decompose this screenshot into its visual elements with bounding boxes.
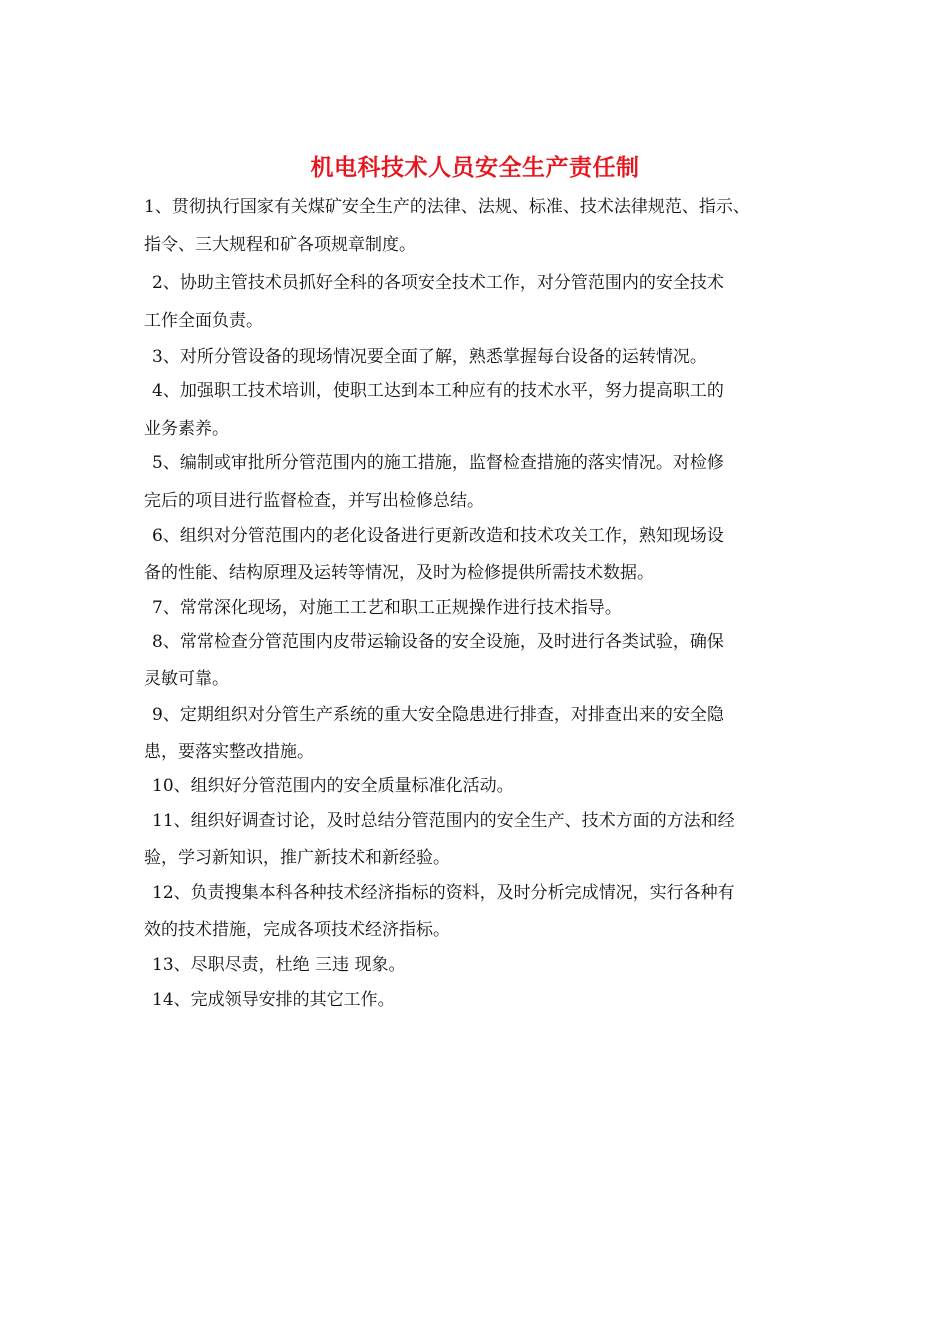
item-11-line-1: 11、组织好调查讨论，及时总结分管范围内的安全生产、技术方面的方法和经 [152,811,735,831]
document-title: 机电科技术人员安全生产责任制 [310,154,640,181]
item-6-line-2: 备的性能、结构原理及运转等情况，及时为检修提供所需技术数据。 [144,563,654,583]
item-5-line-2: 完后的项目进行监督检查，并写出检修总结。 [144,491,484,511]
item-13-line-1: 13、尽职尽责，杜绝 三违 现象。 [152,955,406,975]
item-8-line-1: 8、常常检查分管范围内皮带运输设备的安全设施，及时进行各类试验，确保 [152,632,724,652]
item-6-line-1: 6、组织对分管范围内的老化设备进行更新改造和技术攻关工作，熟知现场设 [152,526,724,546]
item-12-line-1: 12、负责搜集本科各种技术经济指标的资料，及时分析完成情况，实行各种有 [152,883,735,903]
item-7-line-1: 7、常常深化现场，对施工工艺和职工正规操作进行技术指导。 [152,598,622,618]
item-3-line-1: 3、对所分管设备的现场情况要全面了解，熟悉掌握每台设备的运转情况。 [152,347,707,367]
item-4-line-1: 4、加强职工技术培训，使职工达到本工种应有的技术水平，努力提高职工的 [152,381,724,401]
item-10-line-1: 10、组织好分管范围内的安全质量标准化活动。 [152,776,514,796]
item-12-line-2: 效的技术措施，完成各项技术经济指标。 [144,920,450,940]
item-2-line-2: 工作全面负责。 [144,311,263,331]
item-1-line-1: 1、贯彻执行国家有关煤矿安全生产的法律、法规、标准、技术法律规范、指示、 [144,197,750,217]
item-11-line-2: 验，学习新知识，推广新技术和新经验。 [144,848,450,868]
item-4-line-2: 业务素养。 [144,419,229,439]
item-9-line-1: 9、定期组织对分管生产系统的重大安全隐患进行排查，对排查出来的安全隐 [152,705,724,725]
item-2-line-1: 2、协助主管技术员抓好全科的各项安全技术工作，对分管范围内的安全技术 [152,273,724,293]
item-9-line-2: 患，要落实整改措施。 [144,742,314,762]
item-14-line-1: 14、完成领导安排的其它工作。 [152,990,395,1010]
item-1-line-2: 指令、三大规程和矿各项规章制度。 [144,235,416,255]
item-5-line-1: 5、编制或审批所分管范围内的施工措施，监督检查措施的落实情况。对检修 [152,453,724,473]
item-8-line-2: 灵敏可靠。 [144,669,229,689]
